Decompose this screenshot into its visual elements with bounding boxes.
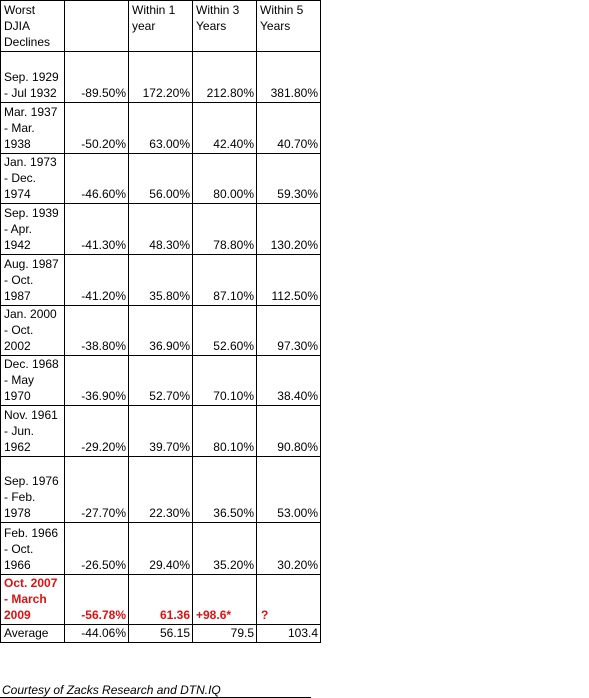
decline-cell: -44.06% [65, 625, 129, 643]
within-1-year-cell: 35.80% [129, 255, 193, 306]
within-5-years-cell: 38.40% [257, 356, 321, 406]
table-row [1, 523, 321, 575]
table-row [1, 52, 321, 103]
within-3-years-cell: 35.20% [193, 523, 257, 575]
within-5-years-cell: 130.20% [257, 204, 321, 255]
within-1-year-cell: 36.90% [129, 306, 193, 356]
header-decline [65, 1, 129, 52]
average-label: Average [1, 625, 65, 643]
decline-cell: -27.70% [65, 457, 129, 523]
within-5-years-cell: 97.30% [257, 306, 321, 356]
decline-cell: -46.60% [65, 154, 129, 204]
decline-cell: -26.50% [65, 523, 129, 575]
within-3-years-cell: 79.5 [193, 625, 257, 643]
within-1-year-cell: 61.36 [129, 575, 193, 625]
within-5-years-cell: 40.70% [257, 103, 321, 154]
within-1-year-cell: 22.30% [129, 457, 193, 523]
period-cell: Aug. 1987 - Oct. 1987 [1, 255, 65, 306]
within-1-year-cell: 52.70% [129, 356, 193, 406]
within-3-years-cell: 212.80% [193, 52, 257, 103]
highlight-row [1, 575, 321, 625]
within-3-years-cell: 80.10% [193, 406, 257, 457]
table-row [1, 306, 321, 356]
within-5-years-cell: 53.00% [257, 457, 321, 523]
table-row [1, 457, 321, 523]
within-1-year-cell: 56.15 [129, 625, 193, 643]
table-row [1, 356, 321, 406]
header-row [1, 1, 321, 52]
within-3-years-cell: 42.40% [193, 103, 257, 154]
within-5-years-cell: 30.20% [257, 523, 321, 575]
decline-cell: -29.20% [65, 406, 129, 457]
within-1-year-cell: 29.40% [129, 523, 193, 575]
period-cell: Nov. 1961 - Jun. 1962 [1, 406, 65, 457]
decline-cell: -41.30% [65, 204, 129, 255]
decline-cell: -89.50% [65, 52, 129, 103]
period-cell: Mar. 1937 - Mar. 1938 [1, 103, 65, 154]
decline-cell: -50.20% [65, 103, 129, 154]
period-cell: Sep. 1976 - Feb. 1978 [1, 457, 65, 523]
within-3-years-cell: 36.50% [193, 457, 257, 523]
average-row [1, 625, 321, 643]
within-5-years-cell: 103.4 [257, 625, 321, 643]
within-1-year-cell: 172.20% [129, 52, 193, 103]
source-footnote: Courtesy of Zacks Research and DTN.IQ [2, 683, 221, 697]
within-3-years-cell: +98.6* [193, 575, 257, 625]
table-row [1, 103, 321, 154]
decline-cell: -38.80% [65, 306, 129, 356]
within-1-year-cell: 39.70% [129, 406, 193, 457]
within-5-years-cell: 59.30% [257, 154, 321, 204]
header-within-5-years: Within 5 Years [257, 1, 321, 52]
within-1-year-cell: 48.30% [129, 204, 193, 255]
table-row [1, 204, 321, 255]
within-3-years-cell: 80.00% [193, 154, 257, 204]
period-cell: Jan. 1973 - Dec. 1974 [1, 154, 65, 204]
within-3-years-cell: 78.80% [193, 204, 257, 255]
within-5-years-cell: 381.80% [257, 52, 321, 103]
period-cell: Sep. 1929 - Jul 1932 [1, 52, 65, 103]
table-row [1, 154, 321, 204]
within-5-years-cell: 112.50% [257, 255, 321, 306]
period-cell: Jan. 2000 - Oct. 2002 [1, 306, 65, 356]
decline-cell: -41.20% [65, 255, 129, 306]
within-1-year-cell: 56.00% [129, 154, 193, 204]
period-cell: Oct. 2007 - March 2009 [1, 575, 65, 625]
within-3-years-cell: 52.60% [193, 306, 257, 356]
within-3-years-cell: 70.10% [193, 356, 257, 406]
within-3-years-cell: 87.10% [193, 255, 257, 306]
period-cell: Feb. 1966 - Oct. 1966 [1, 523, 65, 575]
within-5-years-cell: 90.80% [257, 406, 321, 457]
header-within-1-year: Within 1 year [129, 1, 193, 52]
header-period: Worst DJIA Declines [1, 1, 65, 52]
decline-cell: -56.78% [65, 575, 129, 625]
within-1-year-cell: 63.00% [129, 103, 193, 154]
within-5-years-cell: ? [257, 575, 321, 625]
header-within-3-years: Within 3 Years [193, 1, 257, 52]
table-row [1, 255, 321, 306]
period-cell: Sep. 1939 - Apr. 1942 [1, 204, 65, 255]
decline-cell: -36.90% [65, 356, 129, 406]
table-row [1, 406, 321, 457]
period-cell: Dec. 1968 - May 1970 [1, 356, 65, 406]
